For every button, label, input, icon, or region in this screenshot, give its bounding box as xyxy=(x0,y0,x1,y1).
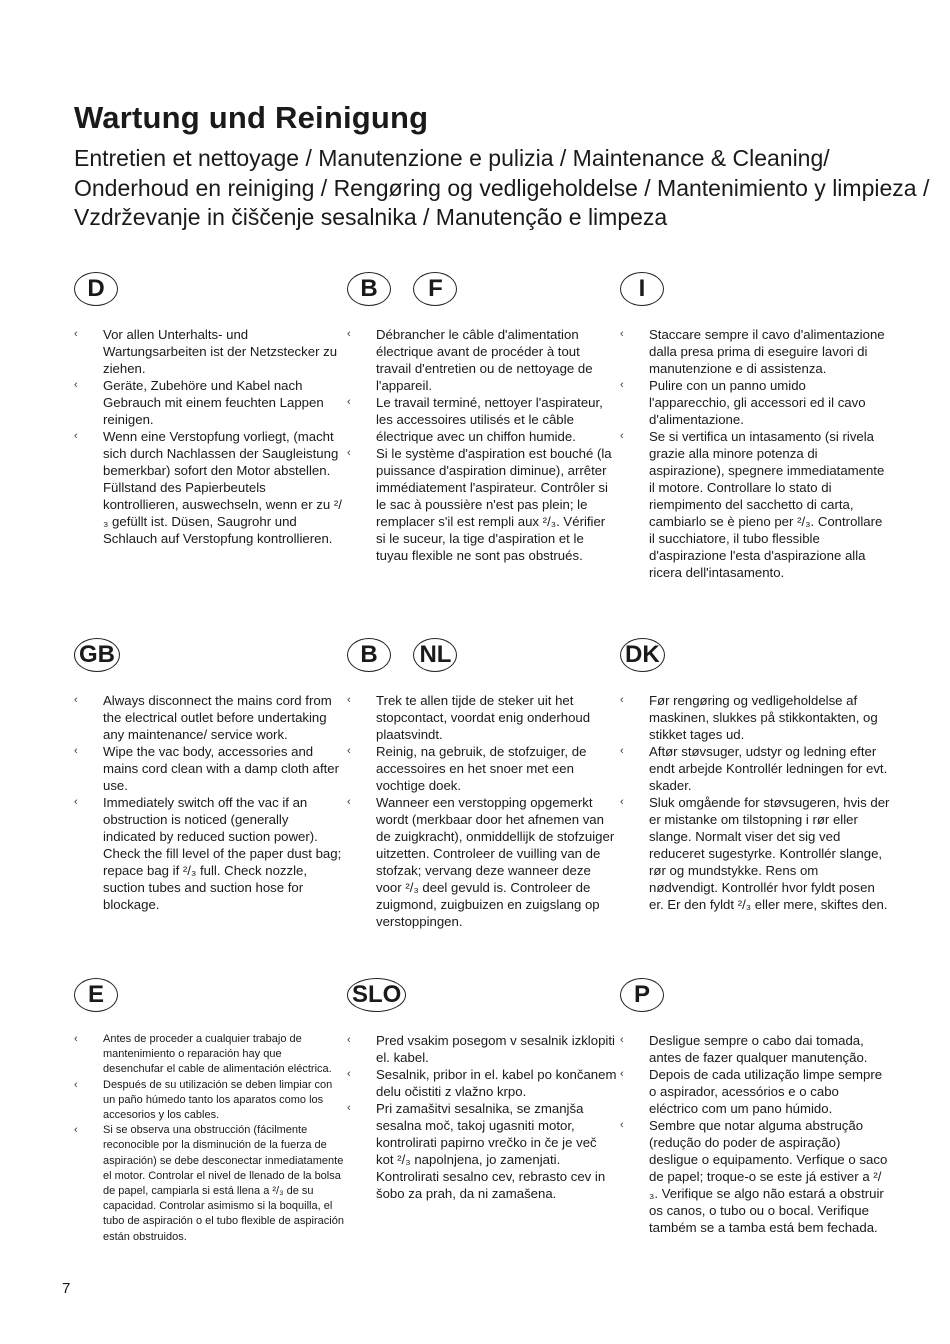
language-badge-e: E xyxy=(74,978,118,1012)
language-badges xyxy=(347,978,617,1014)
language-badge-f: F xyxy=(413,272,457,306)
language-badge-b: B xyxy=(347,638,391,672)
instruction-list xyxy=(74,692,344,913)
language-badge-i: I xyxy=(620,272,664,306)
list-item: ‹ Antes de proceder a cualquier trabajo de mantenimiento o reparación hay que desenchufar el cable de alimentación eléctrica. xyxy=(74,1032,344,1078)
language-badge-dk: DK xyxy=(620,638,665,672)
language-badges xyxy=(347,272,617,308)
instruction-list xyxy=(620,326,890,581)
language-badges xyxy=(74,638,344,674)
instruction-list xyxy=(74,326,344,547)
language-badges xyxy=(620,638,890,674)
instruction-list xyxy=(347,692,617,930)
list-item: ‹ Le travail terminé, nettoyer l'aspirateur, les accessoires utilisés et le câble électrique avec un chiffon humide. xyxy=(347,394,617,445)
list-item: ‹ Después de su utilización se deben limpiar con un paño húmedo tanto los aparatos como los accesorios y los cables. xyxy=(74,1078,344,1124)
list-item: ‹ Sesalnik, pribor in el. kabel po končanem delu očistiti z vlažno krpo. xyxy=(347,1066,617,1100)
language-badges xyxy=(620,978,890,1014)
list-item: ‹ Débrancher le câble d'alimentation électrique avant de procéder à tout travail d'entretien ou de nettoyage de l'appareil. xyxy=(347,326,617,394)
list-item: ‹ Reinig, na gebruik, de stofzuiger, de accessoires en het snoer met een vochtige doek. xyxy=(347,743,617,794)
list-item: ‹ Trek te allen tijde de steker uit het stopcontact, voordat enig onderhoud plaatsvindt. xyxy=(347,692,617,743)
list-item: ‹ Wanneer een verstopping opgemerkt wordt (merkbaar door het afnemen van de zuigkracht), onmiddellijk de stofzuiger uitzetten. Controleer de vuilling van de stofzak; vervang deze wanneer deze voor ²/₃ deel gevuld is. Controleer de zuigmond, zuigbuizen en zuigslang op verstoppingen. xyxy=(347,794,617,930)
list-item: ‹ Si le système d'aspiration est bouché (la puissance d'aspiration diminue), arrêter immédiatement l'aspirateur. Contrôler si le sac à poussière n'est pas plein; le remplacer s'il est rempli aux ²/₃. Vérifier si le suceur, la tige d'aspiration et le tuyau flexible ne sont pas obstrués. xyxy=(347,445,617,564)
language-badges xyxy=(620,272,890,308)
language-badges xyxy=(74,978,344,1014)
section-fr xyxy=(347,272,617,564)
list-item: ‹ Vor allen Unterhalts- und Wartungsarbeiten ist der Netzstecker zu ziehen. xyxy=(74,326,344,377)
list-item: ‹ Sembre que notar alguma abstrução (redução do poder de aspiração) desligue o equipamento. Verfique o saco de papel; troque-o se este já estiver a ²/₃. Verifique se algo não estará a obstruir os canos, o tubo ou o bocal. Verifique também se a tamba está bem fechada. xyxy=(620,1117,890,1236)
instruction-list xyxy=(347,326,617,564)
list-item: ‹ Immediately switch off the vac if an obstruction is noticed (generally indicated by reduced suction power). Check the fill level of the paper dust bag; repace bag if ²/₃ full. Check nozzle, suction tubes and suction hose for blockage. xyxy=(74,794,344,913)
instruction-list xyxy=(620,692,890,913)
list-item: ‹ Pri zamašitvi sesalnika, se zmanjša sesalna moč, takoj ugasniti motor, kontrolirati papirno vrečko in če je več kot ²/₃ napolnjena, jo zamenjati. Kontrolirati sesalno cev, rebrasto cev in šobo za prah, da ni zamašena. xyxy=(347,1100,617,1202)
page-number: 7 xyxy=(62,1280,71,1297)
section-dk xyxy=(620,638,890,913)
language-badge-d: D xyxy=(74,272,118,306)
section-nl xyxy=(347,638,617,930)
list-item: ‹ Always disconnect the mains cord from the electrical outlet before undertaking any maintenance/ service work. xyxy=(74,692,344,743)
list-item: ‹ Si se observa una obstrucción (fácilmente reconocible por la disminución de la fuerza de aspiración) se debe desconectar inmediatamente el motor. Controlar el nivel de llenado de la bolsa de papel, campiarla si está llena a ²/₃ de su capacidad. Controlar asimismo si la boquilla, el tubo de aspiración o el tubo flexible de aspiración están obstruidos. xyxy=(74,1123,344,1245)
list-item: ‹ Wenn eine Verstopfung vorliegt, (macht sich durch Nachlassen der Saugleistung bemerkbar) sofort den Motor abstellen. Füllstand des Papierbeutels kontrollieren, auswechseln, wenn er zu ²/₃ gefüllt ist. Düsen, Saugrohr und Schlauch auf Verstopfung kontrollieren. xyxy=(74,428,344,547)
language-badges xyxy=(347,638,617,674)
list-item: ‹ Se si vertifica un intasamento (si rivela grazie alla minore potenza di aspirazione), spegnere immediatamente il motore. Controllare lo stato di riempimento del sacchetto di carta, cambiarlo se è pieno per ²/₃. Controllare il succhiatore, il tubo flessible d'aspirazione l'esta d'aspirazione alla ricera dell'intasamento. xyxy=(620,428,890,581)
section-it xyxy=(620,272,890,581)
list-item: ‹ Staccare sempre il cavo d'alimentazione dalla presa prima di eseguire lavori di manutenzione e di assistenza. xyxy=(620,326,890,377)
section-de xyxy=(74,272,344,547)
list-item: ‹ Sluk omgående for støvsugeren, hvis der er mistanke om tilstopning i rør eller slange. Normalt viser det sig ved reduceret sugestyrke. Kontrollér slange, rør og mundstykke. Rens om nødvendigt. Kontrollér hvor fyldt posen er. Er den fyldt ²/₃ eller mere, skiftes den. xyxy=(620,794,890,913)
section-es xyxy=(74,978,344,1245)
section-gb xyxy=(74,638,344,913)
page-title: Wartung und Reinigung xyxy=(74,100,429,135)
list-item: ‹ Pulire con un panno umido l'apparecchio, gli accessori ed il cavo d'alimentazione. xyxy=(620,377,890,428)
list-item: ‹ Aftør støvsuger, udstyr og ledning efter endt arbejde Kontrollér ledningen for evt. skader. xyxy=(620,743,890,794)
language-badge-p: P xyxy=(620,978,664,1012)
instruction-list xyxy=(74,1032,344,1245)
list-item: ‹ Wipe the vac body, accessories and mains cord clean with a damp cloth after use. xyxy=(74,743,344,794)
list-item: ‹ Depois de cada utilização limpe sempre o aspirador, acessórios e o cabo eléctrico com um pano húmido. xyxy=(620,1066,890,1117)
language-badges xyxy=(74,272,344,308)
instruction-list xyxy=(347,1032,617,1202)
list-item: ‹ Desligue sempre o cabo dai tomada, antes de fazer qualquer manutenção. xyxy=(620,1032,890,1066)
section-slo xyxy=(347,978,617,1202)
list-item: ‹ Pred vsakim posegom v sesalnik izklopiti el. kabel. xyxy=(347,1032,617,1066)
language-badge-gb: GB xyxy=(74,638,120,672)
list-item: ‹ Før rengøring og vedligeholdelse af maskinen, slukkes på stikkontakten, og stikket tages ud. xyxy=(620,692,890,743)
list-item: ‹ Geräte, Zubehöre und Kabel nach Gebrauch mit einem feuchten Lappen reinigen. xyxy=(74,377,344,428)
instruction-list xyxy=(620,1032,890,1236)
language-badge-b: B xyxy=(347,272,391,306)
page-subtitle: Entretien et nettoyage / Manutenzione e pulizia / Maintenance & Cleaning/ Onderhoud en reiniging / Rengøring og vedligeholdelse / Mantenimiento y limpieza / Vzdrževanje in čiščenje sesalnika / Manutenção e limpeza xyxy=(74,145,930,230)
section-pt xyxy=(620,978,890,1236)
language-badge-nl: NL xyxy=(413,638,457,672)
language-badge-slo: SLO xyxy=(347,978,406,1012)
